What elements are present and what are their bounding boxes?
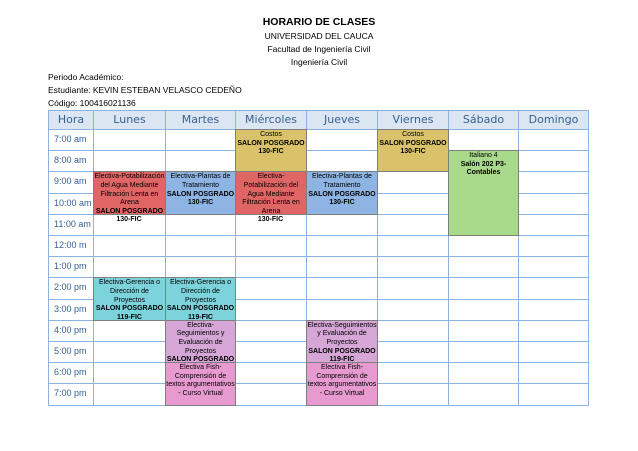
schedule-cell — [165, 256, 236, 278]
schedule-cell — [235, 341, 307, 363]
class-block[interactable] — [165, 362, 236, 405]
hour-label: 10:00 am — [48, 193, 94, 215]
schedule-cell — [448, 362, 519, 384]
hour-label: 7:00 pm — [48, 383, 94, 405]
class-block[interactable] — [93, 277, 166, 320]
class-title: Italiano 4 — [469, 152, 498, 160]
column-header-5: Viernes — [377, 110, 449, 130]
class-location: SALON POSGRADO 119-FIC — [308, 347, 376, 364]
schedule-cell — [518, 171, 589, 193]
schedule-cell — [165, 129, 236, 151]
schedule-cell — [377, 256, 449, 278]
class-block[interactable] — [165, 277, 236, 320]
schedule-cell — [93, 362, 166, 384]
column-header-6: Sábado — [448, 110, 519, 130]
class-title: Electiva-Gerencia o Dirección de Proyectos — [169, 279, 232, 304]
class-block[interactable] — [377, 129, 449, 172]
faculty-name: Facultad de Ingeniería Civil — [267, 44, 371, 54]
schedule-cell — [306, 129, 378, 151]
column-header-1: Lunes — [93, 110, 166, 130]
program-name: Ingeniería Civil — [290, 57, 348, 67]
schedule-cell — [448, 235, 519, 257]
schedule-cell — [448, 256, 519, 278]
schedule-cell — [518, 235, 589, 257]
schedule-cell — [165, 214, 236, 236]
hour-label: 1:00 pm — [48, 256, 94, 278]
class-location: SALON POSGRADO 130-FIC — [237, 139, 305, 156]
schedule-cell — [377, 320, 449, 342]
schedule-cell — [518, 256, 589, 278]
schedule-cell — [93, 129, 166, 151]
schedule-cell — [93, 235, 166, 257]
hour-label: 6:00 pm — [48, 362, 94, 384]
schedule-cell — [518, 362, 589, 384]
class-location: SALON POSGRADO — [95, 207, 164, 215]
class-title: Costos — [402, 131, 424, 138]
schedule-cell — [448, 299, 519, 321]
hour-label: 3:00 pm — [48, 299, 94, 321]
class-title: Electiva Fish-Comprensión de textos argumentativos - Curso Virtual — [307, 364, 377, 397]
hour-label: 5:00 pm — [48, 341, 94, 363]
class-title: Electiva-Seguimientos y Evaluación de Proyectos — [176, 321, 225, 355]
class-title: Electiva-Seguimientos y Evaluación de Proyectos — [307, 321, 377, 346]
schedule-cell — [377, 277, 449, 299]
schedule-cell — [448, 129, 519, 151]
page-title: HORARIO DE CLASES — [262, 16, 376, 28]
schedule-cell — [235, 362, 307, 384]
schedule-cell — [306, 150, 378, 172]
schedule-cell — [235, 235, 307, 257]
schedule-cell — [306, 214, 378, 236]
schedule-cell — [377, 383, 449, 405]
schedule-cell — [93, 341, 166, 363]
schedule-cell — [377, 362, 449, 384]
class-location-overflow: 130-FIC — [116, 215, 142, 223]
class-title: Electiva-Potabilización del Agua Mediante Filtración Lenta en Arena — [94, 173, 165, 207]
student-name: Estudiante: KEVIN ESTEBAN VELASCO CEDEÑO — [48, 85, 242, 95]
class-block[interactable] — [235, 171, 307, 214]
schedule-cell — [448, 383, 519, 405]
class-title: Electiva-Gerencia o Dirección de Proyectos — [98, 279, 161, 304]
schedule-cell — [165, 235, 236, 257]
class-location: SALON POSGRADO 130-FIC — [166, 190, 235, 207]
class-block[interactable] — [93, 171, 166, 214]
academic-period: Periodo Académico: — [48, 72, 124, 82]
column-header-0: Hora — [48, 110, 94, 130]
class-location: SALON POSGRADO — [166, 356, 235, 364]
class-location: SALON POSGRADO 119-FIC — [166, 305, 235, 321]
schedule-cell — [377, 171, 449, 193]
schedule-cell — [235, 256, 307, 278]
schedule-cell — [306, 256, 378, 278]
schedule-cell — [377, 299, 449, 321]
class-title: Electiva Fish-Comprensión de textos argumentativos - Curso Virtual — [166, 364, 235, 397]
column-header-7: Domingo — [518, 110, 589, 130]
hour-label: 7:00 am — [48, 129, 94, 151]
class-block[interactable] — [165, 171, 236, 214]
hour-label: 11:00 am — [48, 214, 94, 236]
column-header-3: Miércoles — [235, 110, 307, 130]
schedule-cell — [93, 150, 166, 172]
class-title: Electiva-Potabilización del Agua Mediante Filtración Lenta en Arena — [242, 173, 300, 215]
schedule-cell — [518, 277, 589, 299]
schedule-cell — [448, 320, 519, 342]
class-location: Salón 202 P3-Contables — [460, 160, 507, 177]
schedule-cell — [518, 383, 589, 405]
schedule-cell — [518, 320, 589, 342]
class-location: SALON POSGRADO 119-FIC — [95, 305, 164, 321]
schedule-cell — [377, 193, 449, 215]
schedule-cell — [448, 277, 519, 299]
schedule-cell — [235, 277, 307, 299]
class-block[interactable] — [306, 362, 378, 405]
schedule-cell — [518, 193, 589, 215]
hour-label: 4:00 pm — [48, 320, 94, 342]
schedule-cell — [377, 214, 449, 236]
class-block[interactable] — [306, 320, 378, 363]
class-location: SALON POSGRADO 130-FIC — [379, 139, 447, 156]
student-code: Código: 100416021136 — [48, 98, 136, 108]
schedule-cell — [377, 235, 449, 257]
schedule-cell — [518, 129, 589, 151]
class-location: SALON POSGRADO 130-FIC — [308, 190, 376, 207]
schedule-cell — [306, 235, 378, 257]
university-name: UNIVERSIDAD DEL CAUCA — [264, 31, 374, 41]
class-block[interactable] — [306, 171, 378, 214]
schedule-cell — [306, 277, 378, 299]
schedule-cell — [377, 341, 449, 363]
schedule-cell — [93, 320, 166, 342]
class-title: Electiva-Plantas de Tratamiento — [170, 173, 231, 189]
hour-label: 8:00 am — [48, 150, 94, 172]
schedule-cell — [93, 383, 166, 405]
hour-label: 2:00 pm — [48, 277, 94, 299]
schedule-cell — [235, 320, 307, 342]
schedule-cell — [518, 214, 589, 236]
class-block[interactable] — [235, 129, 307, 172]
hour-label: 12:00 m — [48, 235, 94, 257]
schedule-cell — [518, 299, 589, 321]
schedule-cell — [448, 341, 519, 363]
schedule-cell — [306, 299, 378, 321]
schedule-cell — [518, 150, 589, 172]
column-header-4: Jueves — [306, 110, 378, 130]
schedule-cell — [518, 341, 589, 363]
schedule-cell — [235, 299, 307, 321]
schedule-cell — [93, 256, 166, 278]
schedule-cell — [235, 383, 307, 405]
schedule-table — [48, 110, 588, 414]
class-block[interactable] — [165, 320, 236, 363]
column-header-2: Martes — [165, 110, 236, 130]
class-title: Electiva-Plantas de Tratamiento — [312, 173, 372, 189]
class-title: Costos — [260, 131, 282, 138]
hour-label: 9:00 am — [48, 171, 94, 193]
class-location-overflow: 130-FIC — [257, 215, 284, 223]
class-block[interactable] — [448, 150, 519, 236]
schedule-cell — [165, 150, 236, 172]
